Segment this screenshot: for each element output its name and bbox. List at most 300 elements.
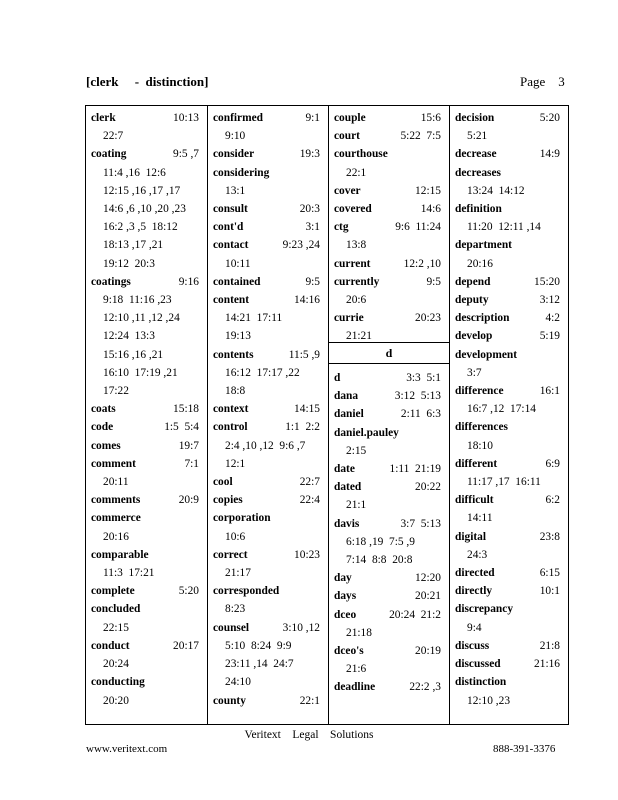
index-term: difficult [455,494,494,507]
index-entry [213,273,328,291]
index-entry-line: 22:1 [346,166,367,179]
index-references: 1:1 2:2 [285,421,320,434]
index-term: courthouse [334,148,388,161]
index-entry [455,236,568,272]
index-entry [455,564,568,582]
index-entry-line: 20:6 [346,294,367,307]
index-entry-line: 2:4 ,10 ,12 9:6 ,7 [225,439,306,452]
index-entry [91,673,207,709]
index-term: content [213,294,250,307]
index-term: clerk [91,112,116,124]
index-entry-line [334,424,449,442]
index-references: 3:1 [305,221,320,234]
index-entry [455,273,568,291]
index-entry-line: 10:6 [225,530,246,543]
index-references: 20:9 [178,494,199,507]
index-entry-line [91,673,207,691]
index-entry-line [334,515,449,533]
index-entry-line [91,109,207,127]
index-term: cool [213,476,233,489]
index-term: corresponded [213,585,280,598]
index-entry-line: 8:23 [225,603,246,616]
index-term: code [91,421,114,434]
index-term: dated [334,481,362,494]
index-entry [91,400,207,418]
index-entry-line: 12:15 ,16 ,17 ,17 [103,184,181,197]
index-references: 3:12 5:13 [394,390,441,403]
index-entry-line [213,692,328,710]
index-entry [334,387,449,405]
index-references: 9:5 [426,275,441,288]
index-entry-line [455,528,568,546]
index-entry [334,145,449,181]
index-term: days [334,590,357,603]
index-entry-line: 21:21 [346,330,372,343]
index-entry-line [213,164,328,182]
index-entry-line [213,509,328,527]
index-term: development [455,348,518,361]
word-index-table [85,105,569,725]
index-entry [213,509,328,545]
index-entry [455,145,568,163]
index-entry-line [91,418,207,436]
index-entry-line: 12:24 13:3 [103,330,155,343]
index-term: description [455,312,510,325]
index-entry-line [455,236,568,254]
index-entry [455,655,568,673]
index-entry-line [455,673,568,691]
index-references: 19:3 [299,148,320,161]
index-references: 9:6 11:24 [395,221,441,234]
index-entry-line [91,145,207,163]
index-entry-line: 3:7 [467,366,482,379]
index-entry [213,218,328,236]
index-entry-line: 14:6 ,6 ,10 ,20 ,23 [103,203,186,216]
index-entry [213,418,328,473]
index-references: 6:2 [545,494,560,507]
index-references: 22:7 [299,476,320,489]
index-term: daniel [334,408,364,421]
index-references: 20:22 [415,481,441,494]
index-references: 14:6 [420,203,441,216]
index-entry [334,678,449,696]
index-entry [455,346,568,382]
index-entry-line [334,200,449,218]
index-entry-line: 13:1 [225,184,246,197]
index-entry-line [334,369,449,387]
index-entry-line [334,405,449,423]
index-entry-line [91,600,207,618]
index-entry-line: 21:6 [346,663,367,676]
index-entry-line [334,478,449,496]
index-term: differences [455,421,508,434]
index-entry-line [213,291,328,309]
index-entry [91,509,207,545]
index-term: currently [334,275,380,288]
index-entry-line: 22:15 [103,621,129,634]
index-entry [455,309,568,327]
index-entry [455,200,568,236]
index-entry-line: 2:15 [346,444,367,457]
index-entry [334,405,449,423]
index-term: comment [91,457,136,470]
index-entry-line [455,655,568,673]
index-references: 15:20 [534,275,560,288]
section-letter-header: d [329,342,449,364]
index-term: corporation [213,512,271,525]
index-term: copies [213,494,243,507]
index-entry-line [213,546,328,564]
index-entry-line [213,145,328,163]
index-entry-line [213,582,328,600]
index-entry-line [213,109,328,127]
index-entry [334,200,449,218]
index-entry [91,273,207,400]
index-entry-line [455,455,568,473]
index-entry-line: 12:10 ,11 ,12 ,24 [103,312,180,325]
index-term: dceo [334,608,357,621]
index-entry-line [213,346,328,364]
index-entry [213,491,328,509]
index-references: 12:2 ,10 [403,257,441,270]
index-references: 10:1 [539,585,560,598]
index-entry-line: 6:18 ,19 7:5 ,9 [346,535,415,548]
index-references: 5:20 [178,585,199,598]
index-entry-line [213,400,328,418]
index-references: 6:15 [539,567,560,580]
page-indicator [520,74,565,90]
index-references: 3:12 [539,294,560,307]
index-column-3 [328,106,449,724]
index-entry-line: 19:13 [225,330,251,343]
index-references: 21:8 [539,639,560,652]
index-entry-line: 12:1 [225,457,246,470]
index-entry [91,546,207,582]
index-entry-line [455,418,568,436]
index-entry [455,600,568,636]
index-entry-line: 20:16 [467,257,493,270]
index-entry [334,273,449,309]
index-references: 9:16 [178,275,199,288]
index-term: difference [455,385,504,398]
index-entry-line [455,291,568,309]
index-references: 12:15 [415,184,441,197]
index-references: 3:7 5:13 [400,517,441,530]
index-entry-line: 20:20 [103,694,129,707]
index-entry [455,418,568,454]
index-term: discrepancy [455,603,514,616]
index-term: depend [455,275,491,288]
index-entry-line: 17:22 [103,385,129,398]
index-entry [455,637,568,655]
index-term: digital [455,530,487,543]
index-references: 1:5 5:4 [164,421,199,434]
index-entry-line: 20:11 [103,476,129,489]
index-references: 15:6 [420,112,441,124]
index-entry [91,491,207,509]
index-references: 20:21 [415,590,441,603]
index-column-1 [86,106,207,724]
index-entry [334,109,449,127]
page-label: Page [520,74,546,89]
index-term: davis [334,517,360,530]
index-entry-line: 10:11 [225,257,251,270]
index-entry [91,145,207,272]
index-entry [91,637,207,673]
index-entry [91,418,207,436]
index-entry [334,587,449,605]
index-term: complete [91,585,135,598]
index-term: decrease [455,148,497,161]
index-term: comments [91,494,141,507]
index-entry [213,546,328,582]
index-entry-line [455,582,568,600]
index-entry-line [455,200,568,218]
index-entry [91,600,207,636]
index-entry-line [91,637,207,655]
index-term: county [213,694,246,707]
index-term: control [213,421,248,434]
index-entry [334,569,449,587]
index-entry [455,455,568,491]
index-entry-line: 12:10 ,23 [467,694,511,707]
index-references: 10:13 [173,112,199,124]
index-term: decreases [455,166,501,179]
footer-phone: 888-391-3376 [493,743,556,755]
index-entry-line [213,200,328,218]
index-entry-line [334,218,449,236]
index-entry-line: 16:12 17:17 ,22 [225,366,300,379]
index-term: dceo's [334,645,364,658]
index-entry-line: 20:16 [103,530,129,543]
index-entry-line: 24:10 [225,676,251,689]
index-entry-line: 14:21 17:11 [225,312,283,325]
index-references: 15:18 [173,403,199,416]
page-number: 3 [558,74,565,89]
index-term: context [213,403,249,416]
index-entry-line [455,145,568,163]
index-references: 14:15 [294,403,320,416]
index-term: coatings [91,275,131,288]
index-term: discussed [455,658,501,671]
index-entry-line: 7:14 8:8 20:8 [346,554,413,567]
index-references: 14:9 [539,148,560,161]
index-term: currie [334,312,364,325]
index-entry [334,460,449,478]
index-term: date [334,463,355,476]
index-entry-line: 9:18 11:16 ,23 [103,294,172,307]
index-entry-line [213,619,328,637]
index-entry-line [334,460,449,478]
index-term: cover [334,184,361,197]
index-entry-line: 16:7 ,12 17:14 [467,403,536,416]
index-term: dana [334,390,359,403]
index-term: cont'd [213,221,244,234]
index-term: couple [334,112,366,124]
index-references: 19:7 [178,439,199,452]
index-entry-line [334,569,449,587]
index-entry-line [455,637,568,655]
index-entry-line: 13:8 [346,239,367,252]
index-entry [334,606,449,642]
index-entry [334,642,449,678]
index-entry-line [91,400,207,418]
index-entry-line: 16:2 ,3 ,5 18:12 [103,221,178,234]
index-entry-line: 11:17 ,17 16:11 [467,476,541,489]
index-term: directed [455,567,495,580]
index-term: conducting [91,676,145,689]
index-references: 22:4 [299,494,320,507]
index-entry-line [334,182,449,200]
index-entry-line: 5:10 8:24 9:9 [225,639,292,652]
index-references: 5:19 [539,330,560,343]
index-term: deadline [334,681,376,694]
index-entry [213,692,328,710]
index-term: decision [455,112,495,124]
index-entry-line: 11:20 12:11 ,14 [467,221,541,234]
index-entry [334,309,449,345]
index-entry-line: 13:24 14:12 [467,184,525,197]
index-entry-line [334,273,449,291]
index-entry-line: 5:21 [467,130,488,143]
index-entry-line: 14:11 [467,512,493,525]
index-references: 6:9 [545,457,560,470]
index-term: d [334,372,341,384]
index-references: 12:20 [415,572,441,585]
index-entry-line [334,606,449,624]
index-term: current [334,257,371,270]
index-entry [91,582,207,600]
index-term: contained [213,275,261,288]
index-entry-line [455,309,568,327]
index-entry-line [91,455,207,473]
index-column-2 [207,106,328,724]
index-entry [455,673,568,709]
index-references: 9:5 [305,275,320,288]
index-entry-line [91,273,207,291]
index-references: 9:23 ,24 [282,239,320,252]
index-term: different [455,457,498,470]
index-references: 20:17 [173,639,199,652]
index-entry-line [213,473,328,491]
index-entry-line [334,127,449,145]
index-term: considering [213,166,270,179]
index-entry-line: 21:1 [346,499,367,512]
index-references: 23:8 [539,530,560,543]
index-entry [455,291,568,309]
index-references: 5:20 [539,112,560,124]
index-term: discuss [455,639,490,652]
index-column-4 [449,106,568,724]
index-term: distinction [455,676,507,689]
index-entry-line: 15:16 ,16 ,21 [103,348,164,361]
index-term: day [334,572,352,585]
index-entry [334,127,449,145]
index-entry-line [455,273,568,291]
index-entry-line [91,582,207,600]
index-term: ctg [334,221,349,234]
index-term: covered [334,203,372,216]
index-entry-line: 24:3 [467,548,488,561]
index-references: 20:19 [415,645,441,658]
index-entry [213,400,328,418]
index-term: consider [213,148,255,161]
index-entry-line [455,346,568,364]
index-references: 22:1 [299,694,320,707]
index-entry-line: 21:17 [225,567,251,580]
index-term: deputy [455,294,489,307]
index-entry [455,109,568,145]
index-entry-line [91,437,207,455]
index-entry-line: 23:11 ,14 24:7 [225,658,294,671]
index-entry [213,582,328,618]
index-entry-line: 19:12 20:3 [103,257,155,270]
index-entry [213,145,328,163]
index-entry-line [455,564,568,582]
index-term: daniel.pauley [334,426,399,439]
index-entry [213,200,328,218]
index-entry [213,236,328,272]
index-entry [334,369,449,387]
index-entry-line: 11:4 ,16 12:6 [103,166,166,179]
index-term: commerce [91,512,141,525]
index-entry [334,182,449,200]
index-entry-line [455,164,568,182]
index-references: 9:5 ,7 [173,148,199,161]
index-entry [91,437,207,455]
index-entry-line: 18:8 [225,385,246,398]
index-entry-line [213,273,328,291]
index-references: 5:22 7:5 [400,130,441,143]
index-entry [213,164,328,200]
index-term: definition [455,203,502,216]
index-entry [213,291,328,346]
index-entry [334,478,449,514]
index-references: 3:3 5:1 [406,372,441,384]
index-references: 3:10 ,12 [282,621,320,634]
index-term: conduct [91,639,130,652]
index-entry-line [455,382,568,400]
index-entry-line [91,546,207,564]
index-term: coats [91,403,116,416]
index-entry [455,582,568,600]
index-term: directly [455,585,493,598]
index-entry [334,424,449,460]
index-entry-line [334,309,449,327]
index-references: 2:11 6:3 [400,408,441,421]
index-entry-line [213,418,328,436]
index-entry-line: 9:4 [467,621,482,634]
index-entry-line [455,109,568,127]
index-references: 10:23 [294,548,320,561]
index-entry [455,528,568,564]
index-entry-line [455,600,568,618]
index-term: comparable [91,548,149,561]
index-references: 22:2 ,3 [409,681,441,694]
index-entry-line [334,145,449,163]
index-entry-line [334,255,449,273]
index-entry-line: 11:3 17:21 [103,567,155,580]
index-references: 16:1 [539,385,560,398]
index-entry [334,218,449,254]
index-entry [91,109,207,145]
index-entry-line: 18:10 [467,439,493,452]
index-term: contact [213,239,249,252]
index-references: 11:5 ,9 [288,348,320,361]
index-references: 1:11 21:19 [389,463,441,476]
index-references: 20:23 [415,312,441,325]
index-term: coating [91,148,127,161]
